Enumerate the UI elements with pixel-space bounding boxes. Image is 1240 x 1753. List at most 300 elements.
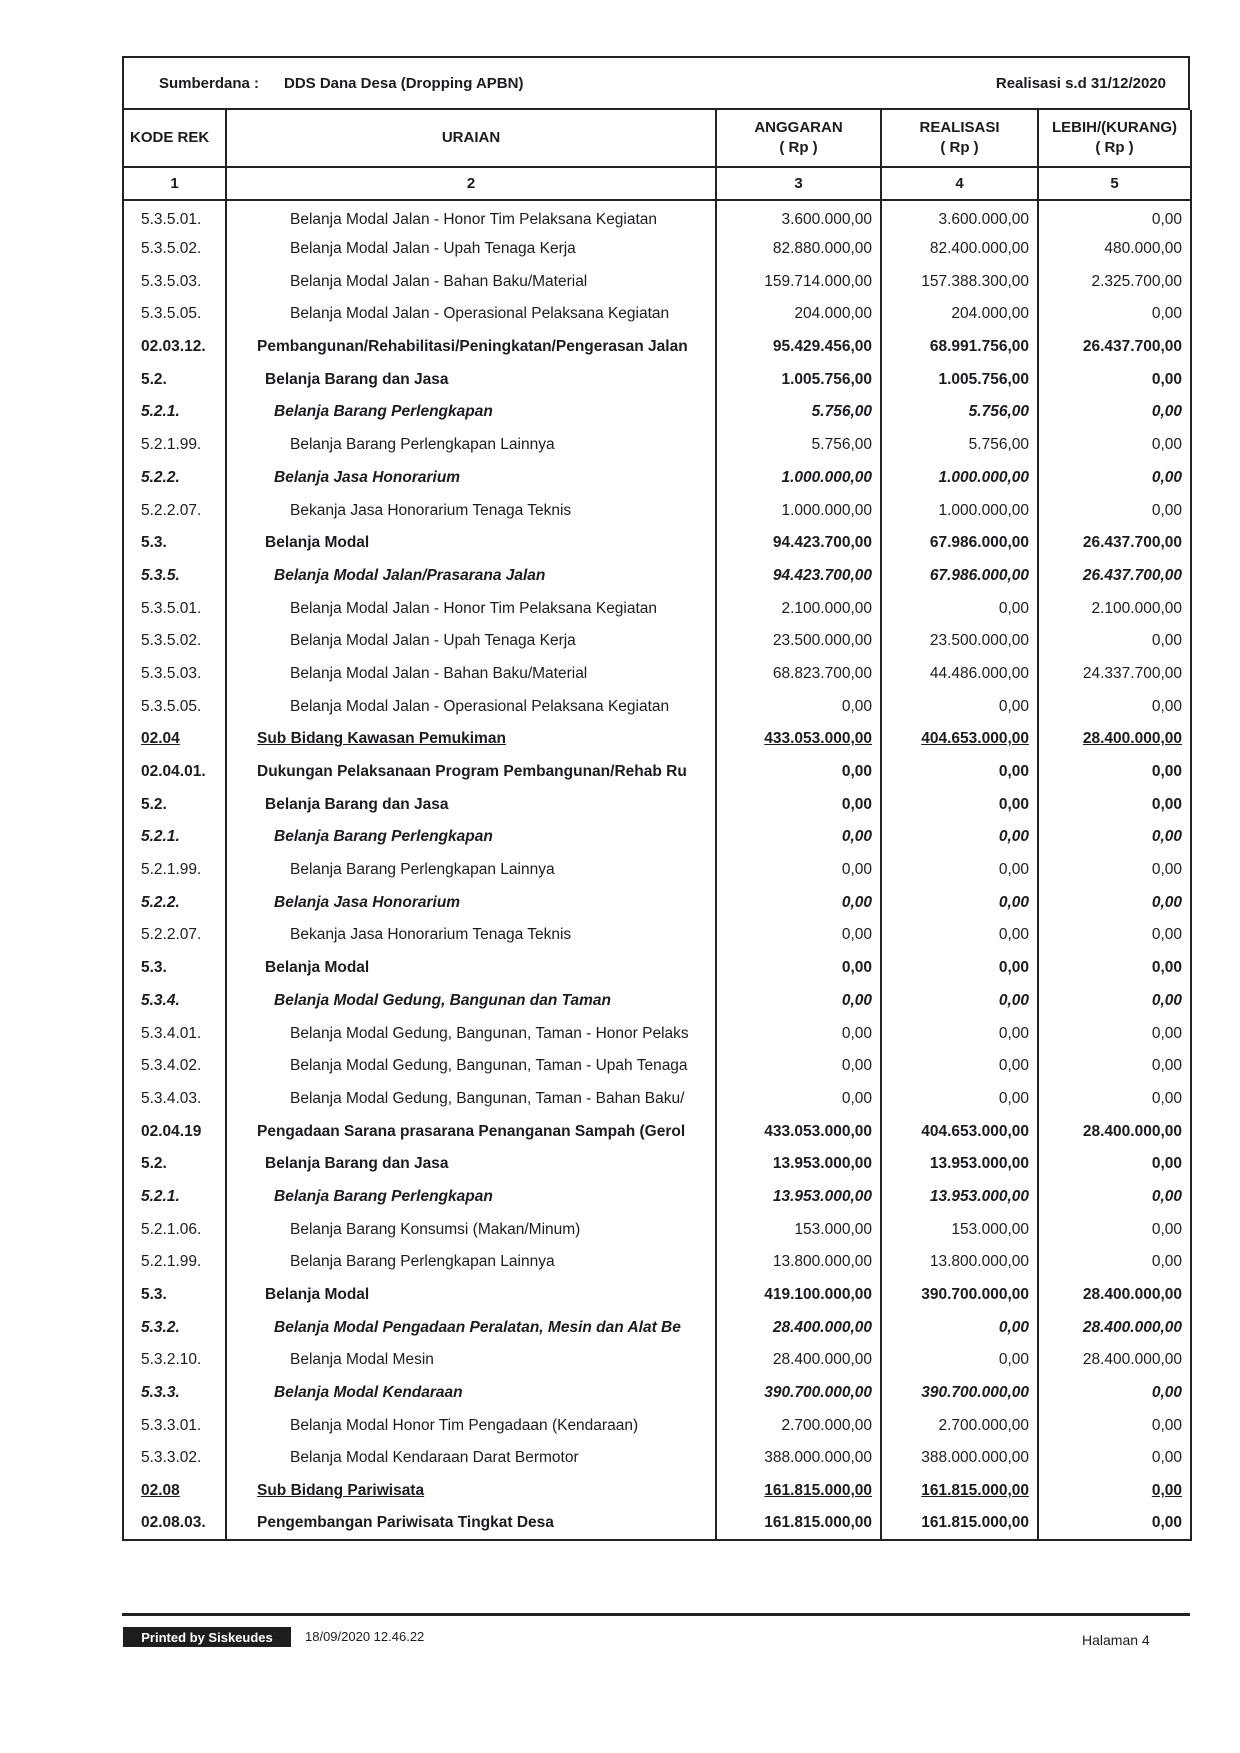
page-number: Halaman 4 xyxy=(1082,1632,1150,1648)
realisasi-cell-text: 204.000,00 xyxy=(951,305,1029,323)
uraian-cell-text: Belanja Modal Jalan - Honor Tim Pelaksana Kegiatan xyxy=(290,210,658,228)
uraian-cell-text: Belanja Modal xyxy=(265,959,370,977)
uraian-cell-text: Belanja Modal Jalan - Operasional Pelaksana Kegiatan xyxy=(290,697,670,715)
table-row xyxy=(123,1115,1191,1148)
realisasi-cell-text: 67.986.000,00 xyxy=(929,534,1029,552)
anggaran-cell xyxy=(716,690,881,723)
col-realisasi-unit: ( Rp ) xyxy=(940,139,979,156)
kode-rek-cell xyxy=(123,1409,226,1442)
lebih-kurang-cell-text: 0,00 xyxy=(1151,763,1182,781)
anggaran-cell-text: 0,00 xyxy=(841,697,872,715)
realisasi-cell xyxy=(881,756,1038,789)
anggaran-cell-text: 0,00 xyxy=(841,991,872,1009)
realisasi-cell xyxy=(881,200,1038,233)
kode-rek-cell xyxy=(123,854,226,887)
table-row xyxy=(123,1017,1191,1050)
table-row xyxy=(123,854,1191,887)
uraian-cell-text: Belanja Modal Jalan - Honor Tim Pelaksana Kegiatan xyxy=(290,599,658,617)
kode-rek-cell-text: 5.2. xyxy=(141,370,167,388)
realisasi-cell-text: 0,00 xyxy=(998,828,1029,846)
uraian-cell-text: Dukungan Pelaksanaan Program Pembangunan/Rehab Ru xyxy=(257,763,687,781)
realisasi-cell xyxy=(881,919,1038,952)
kode-rek-cell xyxy=(123,1213,226,1246)
lebih-kurang-cell-text: 0,00 xyxy=(1151,828,1182,846)
lebih-kurang-cell-text: 28.400.000,00 xyxy=(1082,730,1182,748)
realisasi-cell xyxy=(881,625,1038,658)
realisasi-cell xyxy=(881,363,1038,396)
realisasi-cell-text: 5.756,00 xyxy=(968,436,1029,454)
kode-rek-cell xyxy=(123,560,226,593)
uraian-cell xyxy=(226,200,716,233)
table-row xyxy=(123,919,1191,952)
report-sheet xyxy=(122,56,1190,1541)
lebih-kurang-cell xyxy=(1038,527,1191,560)
table-row xyxy=(123,1442,1191,1475)
kode-rek-cell xyxy=(123,1148,226,1181)
anggaran-cell xyxy=(716,363,881,396)
uraian-cell-text: Belanja Barang Perlengkapan Lainnya xyxy=(290,436,555,454)
uraian-cell xyxy=(226,1344,716,1377)
realisasi-cell xyxy=(881,1508,1038,1541)
anggaran-cell-text: 433.053.000,00 xyxy=(764,730,872,748)
lebih-kurang-cell-text: 0,00 xyxy=(1151,926,1182,944)
anggaran-cell xyxy=(716,1017,881,1050)
kode-rek-cell xyxy=(123,1442,226,1475)
uraian-cell-text: Belanja Barang dan Jasa xyxy=(265,795,449,813)
realisasi-cell-text: 0,00 xyxy=(998,697,1029,715)
lebih-kurang-cell-text: 0,00 xyxy=(1151,1482,1182,1500)
realisasi-cell xyxy=(881,265,1038,298)
realisasi-cell xyxy=(881,1083,1038,1116)
uraian-cell-text: Belanja Jasa Honorarium xyxy=(274,468,461,486)
anggaran-cell-text: 161.815.000,00 xyxy=(764,1514,872,1532)
kode-rek-cell xyxy=(123,592,226,625)
anggaran-cell-text: 13.800.000,00 xyxy=(772,1253,872,1271)
table-row xyxy=(123,985,1191,1018)
realisasi-cell xyxy=(881,429,1038,462)
anggaran-cell-text: 28.400.000,00 xyxy=(772,1318,872,1336)
kode-rek-cell xyxy=(123,919,226,952)
realisasi-cell-text: 2.700.000,00 xyxy=(938,1416,1029,1434)
table-row xyxy=(123,494,1191,527)
anggaran-cell xyxy=(716,560,881,593)
uraian-cell xyxy=(226,1409,716,1442)
col-realisasi xyxy=(881,110,1038,167)
uraian-cell-text: Belanja Modal xyxy=(265,1286,370,1304)
kode-rek-cell xyxy=(123,396,226,429)
uraian-cell-text: Belanja Modal Mesin xyxy=(290,1351,434,1369)
anggaran-cell xyxy=(716,331,881,364)
anggaran-cell-text: 0,00 xyxy=(841,1057,872,1075)
realisasi-cell xyxy=(881,1311,1038,1344)
uraian-cell-text: Belanja Barang Perlengkapan xyxy=(274,1187,493,1205)
lebih-kurang-cell-text: 26.437.700,00 xyxy=(1082,338,1182,356)
lebih-kurang-cell-text: 0,00 xyxy=(1151,959,1182,977)
uraian-cell xyxy=(226,690,716,723)
table-row xyxy=(123,1377,1191,1410)
realisasi-cell xyxy=(881,723,1038,756)
lebih-kurang-cell xyxy=(1038,592,1191,625)
lebih-kurang-cell-text: 0,00 xyxy=(1151,370,1182,388)
uraian-cell xyxy=(226,363,716,396)
kode-rek-cell-text: 02.03.12. xyxy=(141,338,206,356)
table-row xyxy=(123,265,1191,298)
uraian-cell xyxy=(226,494,716,527)
anggaran-cell xyxy=(716,494,881,527)
kode-rek-cell xyxy=(123,952,226,985)
anggaran-cell-text: 82.880.000,00 xyxy=(772,240,872,258)
footer-divider xyxy=(122,1613,1190,1616)
lebih-kurang-cell xyxy=(1038,560,1191,593)
uraian-cell-text: Belanja Barang Perlengkapan Lainnya xyxy=(290,861,555,879)
realisasi-cell-text: 0,00 xyxy=(998,795,1029,813)
uraian-cell-text: Belanja Modal Gedung, Bangunan, Taman - Honor Pelaks xyxy=(290,1024,689,1042)
lebih-kurang-cell xyxy=(1038,1017,1191,1050)
kode-rek-cell-text: 5.2.2. xyxy=(141,468,180,486)
realisasi-cell xyxy=(881,1344,1038,1377)
kode-rek-cell-text: 5.3.4.01. xyxy=(141,1024,202,1042)
lebih-kurang-cell xyxy=(1038,919,1191,952)
anggaran-cell-text: 68.823.700,00 xyxy=(772,664,872,682)
kode-rek-cell-text: 5.3. xyxy=(141,534,167,552)
uraian-cell-text: Pengembangan Pariwisata Tingkat Desa xyxy=(257,1514,554,1532)
lebih-kurang-cell xyxy=(1038,1083,1191,1116)
lebih-kurang-cell xyxy=(1038,494,1191,527)
kode-rek-cell-text: 5.3.5.05. xyxy=(141,305,202,323)
realisasi-cell-text: 0,00 xyxy=(998,1024,1029,1042)
table-row xyxy=(123,1279,1191,1312)
lebih-kurang-cell xyxy=(1038,788,1191,821)
realisasi-cell xyxy=(881,952,1038,985)
kode-rek-cell xyxy=(123,658,226,691)
kode-rek-cell-text: 5.3.5. xyxy=(141,566,180,584)
realisasi-cell-text: 390.700.000,00 xyxy=(921,1384,1029,1402)
anggaran-cell-text: 5.756,00 xyxy=(811,436,872,454)
kode-rek-cell xyxy=(123,756,226,789)
uraian-cell xyxy=(226,1377,716,1410)
lebih-kurang-cell-text: 0,00 xyxy=(1151,1024,1182,1042)
lebih-kurang-cell-text: 0,00 xyxy=(1151,991,1182,1009)
realisasi-cell-text: 68.991.756,00 xyxy=(929,338,1029,356)
kode-rek-cell xyxy=(123,821,226,854)
anggaran-cell xyxy=(716,952,881,985)
table-row xyxy=(123,821,1191,854)
col-lebih-kurang xyxy=(1038,110,1191,167)
lebih-kurang-cell xyxy=(1038,756,1191,789)
anggaran-cell-text: 2.700.000,00 xyxy=(781,1416,872,1434)
realisasi-cell xyxy=(881,233,1038,266)
realisasi-cell-text: 13.800.000,00 xyxy=(929,1253,1029,1271)
column-number-row xyxy=(123,167,1191,200)
uraian-cell xyxy=(226,788,716,821)
lebih-kurang-cell-text: 0,00 xyxy=(1151,501,1182,519)
anggaran-cell xyxy=(716,1246,881,1279)
anggaran-cell-text: 94.423.700,00 xyxy=(772,566,872,584)
lebih-kurang-cell xyxy=(1038,625,1191,658)
kode-rek-cell-text: 5.3.5.03. xyxy=(141,272,202,290)
kode-rek-cell xyxy=(123,1181,226,1214)
col-anggaran-unit: ( Rp ) xyxy=(779,139,818,156)
uraian-cell xyxy=(226,1508,716,1541)
lebih-kurang-cell-text: 0,00 xyxy=(1151,210,1182,228)
uraian-cell xyxy=(226,723,716,756)
realisasi-cell-text: 5.756,00 xyxy=(968,403,1029,421)
realisasi-cell-text: 0,00 xyxy=(998,763,1029,781)
lebih-kurang-cell-text: 28.400.000,00 xyxy=(1082,1351,1182,1369)
lebih-kurang-cell-text: 0,00 xyxy=(1151,1514,1182,1532)
lebih-kurang-cell xyxy=(1038,1442,1191,1475)
lebih-kurang-cell-text: 0,00 xyxy=(1151,468,1182,486)
report-header-bar xyxy=(122,56,1190,110)
lebih-kurang-cell-text: 0,00 xyxy=(1151,795,1182,813)
realisasi-cell-text: 3.600.000,00 xyxy=(938,210,1029,228)
anggaran-cell-text: 419.100.000,00 xyxy=(764,1286,872,1304)
lebih-kurang-cell-text: 0,00 xyxy=(1151,1253,1182,1271)
anggaran-cell-text: 0,00 xyxy=(841,861,872,879)
uraian-cell xyxy=(226,886,716,919)
lebih-kurang-cell-text: 0,00 xyxy=(1151,436,1182,454)
lebih-kurang-cell xyxy=(1038,1508,1191,1541)
uraian-cell-text: Belanja Modal Jalan - Bahan Baku/Material xyxy=(290,664,588,682)
anggaran-cell xyxy=(716,233,881,266)
col-anggaran xyxy=(716,110,881,167)
realisasi-cell-text: 0,00 xyxy=(998,959,1029,977)
kode-rek-cell-text: 5.3.3. xyxy=(141,1384,180,1402)
anggaran-cell-text: 95.429.456,00 xyxy=(772,338,872,356)
kode-rek-cell xyxy=(123,331,226,364)
realisasi-cell-text: 44.486.000,00 xyxy=(929,664,1029,682)
kode-rek-cell-text: 5.2. xyxy=(141,1155,167,1173)
realisasi-cell-text: 0,00 xyxy=(998,599,1029,617)
kode-rek-cell xyxy=(123,363,226,396)
lebih-kurang-cell xyxy=(1038,886,1191,919)
uraian-cell-text: Belanja Barang Konsumsi (Makan/Minum) xyxy=(290,1220,581,1238)
lebih-kurang-cell xyxy=(1038,429,1191,462)
kode-rek-cell xyxy=(123,1083,226,1116)
lebih-kurang-cell-text: 26.437.700,00 xyxy=(1082,534,1182,552)
lebih-kurang-cell-text: 2.100.000,00 xyxy=(1091,599,1182,617)
anggaran-cell xyxy=(716,985,881,1018)
table-row xyxy=(123,1508,1191,1541)
uraian-cell-text: Sub Bidang Pariwisata xyxy=(257,1482,425,1500)
lebih-kurang-cell-text: 480.000,00 xyxy=(1104,240,1182,258)
lebih-kurang-cell xyxy=(1038,1246,1191,1279)
uraian-cell-text: Belanja Modal Jalan - Bahan Baku/Material xyxy=(290,272,588,290)
uraian-cell xyxy=(226,1246,716,1279)
table-row xyxy=(123,1083,1191,1116)
anggaran-cell xyxy=(716,919,881,952)
uraian-cell-text: Pengadaan Sarana prasarana Penanganan Sampah (Gerol xyxy=(257,1122,686,1140)
kode-rek-cell-text: 02.04.01. xyxy=(141,763,206,781)
anggaran-cell xyxy=(716,1148,881,1181)
realisasi-cell-text: 388.000.000,00 xyxy=(921,1449,1029,1467)
lebih-kurang-cell-text: 0,00 xyxy=(1151,1384,1182,1402)
uraian-cell xyxy=(226,527,716,560)
anggaran-cell xyxy=(716,1344,881,1377)
printed-timestamp: 18/09/2020 12.46.22 xyxy=(305,1629,425,1644)
realisasi-cell-text: 0,00 xyxy=(998,861,1029,879)
realisasi-cell xyxy=(881,396,1038,429)
anggaran-cell xyxy=(716,1279,881,1312)
anggaran-cell-text: 13.953.000,00 xyxy=(772,1187,872,1205)
kode-rek-cell xyxy=(123,494,226,527)
kode-rek-cell xyxy=(123,1475,226,1508)
realisasi-cell xyxy=(881,821,1038,854)
uraian-cell-text: Bekanja Jasa Honorarium Tenaga Teknis xyxy=(290,926,572,944)
realisasi-cell xyxy=(881,1148,1038,1181)
realisasi-cell xyxy=(881,658,1038,691)
lebih-kurang-cell xyxy=(1038,200,1191,233)
uraian-cell xyxy=(226,396,716,429)
anggaran-cell xyxy=(716,625,881,658)
table-row xyxy=(123,233,1191,266)
realisasi-period: Realisasi s.d 31/12/2020 xyxy=(995,74,1166,92)
anggaran-cell-text: 28.400.000,00 xyxy=(772,1351,872,1369)
anggaran-cell-text: 390.700.000,00 xyxy=(764,1384,872,1402)
uraian-cell xyxy=(226,1050,716,1083)
kode-rek-cell xyxy=(123,985,226,1018)
kode-rek-cell xyxy=(123,723,226,756)
lebih-kurang-cell xyxy=(1038,1409,1191,1442)
col-anggaran-title: ANGGARAN xyxy=(754,119,843,136)
uraian-cell xyxy=(226,1181,716,1214)
anggaran-cell-text: 0,00 xyxy=(841,926,872,944)
table-row xyxy=(123,331,1191,364)
kode-rek-cell-text: 5.2.1. xyxy=(141,403,180,421)
uraian-cell-text: Belanja Modal xyxy=(265,534,370,552)
kode-rek-cell-text: 5.2.2.07. xyxy=(141,926,202,944)
lebih-kurang-cell-text: 0,00 xyxy=(1151,1187,1182,1205)
kode-rek-cell-text: 02.08.03. xyxy=(141,1514,206,1532)
kode-rek-cell-text: 5.3.2.10. xyxy=(141,1351,202,1369)
uraian-cell xyxy=(226,919,716,952)
kode-rek-cell-text: 5.2.1.99. xyxy=(141,436,202,454)
printed-by-badge: Printed by Siskeudes xyxy=(123,1627,291,1647)
anggaran-cell-text: 0,00 xyxy=(841,795,872,813)
kode-rek-cell xyxy=(123,690,226,723)
uraian-cell xyxy=(226,1115,716,1148)
realisasi-cell xyxy=(881,494,1038,527)
lebih-kurang-cell-text: 0,00 xyxy=(1151,403,1182,421)
realisasi-cell-text: 161.815.000,00 xyxy=(921,1482,1029,1500)
uraian-cell-text: Belanja Modal Jalan/Prasarana Jalan xyxy=(274,566,546,584)
anggaran-cell-text: 3.600.000,00 xyxy=(781,210,872,228)
realisasi-cell-text: 0,00 xyxy=(998,893,1029,911)
realisasi-cell xyxy=(881,331,1038,364)
uraian-cell-text: Belanja Barang Perlengkapan Lainnya xyxy=(290,1253,555,1271)
uraian-cell-text: Belanja Jasa Honorarium xyxy=(274,893,461,911)
lebih-kurang-cell-text: 0,00 xyxy=(1151,1416,1182,1434)
uraian-cell-text: Sub Bidang Kawasan Pemukiman xyxy=(257,730,506,748)
lebih-kurang-cell-text: 0,00 xyxy=(1151,1089,1182,1107)
col-kode-rek: KODE REK xyxy=(123,110,226,167)
uraian-cell xyxy=(226,265,716,298)
uraian-cell-text: Belanja Modal Jalan - Upah Tenaga Kerja xyxy=(290,632,576,650)
uraian-cell xyxy=(226,821,716,854)
lebih-kurang-cell-text: 0,00 xyxy=(1151,632,1182,650)
sumberdana-value: DDS Dana Desa (Dropping APBN) xyxy=(284,74,524,92)
uraian-cell xyxy=(226,1148,716,1181)
realisasi-cell xyxy=(881,527,1038,560)
table-row xyxy=(123,952,1191,985)
uraian-cell-text: Belanja Barang Perlengkapan xyxy=(274,403,493,421)
uraian-cell-text: Belanja Modal Kendaraan Darat Bermotor xyxy=(290,1449,579,1467)
table-row xyxy=(123,1475,1191,1508)
anggaran-cell-text: 5.756,00 xyxy=(811,403,872,421)
realisasi-cell xyxy=(881,886,1038,919)
anggaran-cell-text: 0,00 xyxy=(841,1089,872,1107)
anggaran-cell xyxy=(716,265,881,298)
realisasi-cell xyxy=(881,1279,1038,1312)
kode-rek-cell-text: 5.2.1.99. xyxy=(141,861,202,879)
kode-rek-cell-text: 5.3. xyxy=(141,1286,167,1304)
lebih-kurang-cell xyxy=(1038,331,1191,364)
realisasi-cell-text: 157.388.300,00 xyxy=(921,272,1029,290)
lebih-kurang-cell xyxy=(1038,1475,1191,1508)
anggaran-cell xyxy=(716,1475,881,1508)
lebih-kurang-cell xyxy=(1038,854,1191,887)
col-uraian: URAIAN xyxy=(226,110,716,167)
anggaran-cell-text: 153.000,00 xyxy=(794,1220,872,1238)
realisasi-cell xyxy=(881,1115,1038,1148)
realisasi-cell xyxy=(881,1213,1038,1246)
realisasi-cell-text: 0,00 xyxy=(998,991,1029,1009)
kode-rek-cell xyxy=(123,462,226,495)
anggaran-cell-text: 161.815.000,00 xyxy=(764,1482,872,1500)
lebih-kurang-cell-text: 0,00 xyxy=(1151,861,1182,879)
uraian-cell xyxy=(226,985,716,1018)
table-row xyxy=(123,592,1191,625)
kode-rek-cell xyxy=(123,788,226,821)
anggaran-cell-text: 13.953.000,00 xyxy=(772,1155,872,1173)
kode-rek-cell-text: 02.08 xyxy=(141,1482,180,1500)
lebih-kurang-cell xyxy=(1038,1279,1191,1312)
lebih-kurang-cell-text: 24.337.700,00 xyxy=(1082,664,1182,682)
realisasi-cell-text: 390.700.000,00 xyxy=(921,1286,1029,1304)
realisasi-cell-text: 23.500.000,00 xyxy=(929,632,1029,650)
kode-rek-cell-text: 5.3.4.03. xyxy=(141,1089,202,1107)
anggaran-cell xyxy=(716,854,881,887)
realisasi-cell-text: 0,00 xyxy=(998,1089,1029,1107)
uraian-cell-text: Belanja Barang Perlengkapan xyxy=(274,828,493,846)
kode-rek-cell xyxy=(123,1311,226,1344)
anggaran-cell-text: 0,00 xyxy=(841,893,872,911)
col-lebih-unit: ( Rp ) xyxy=(1095,139,1134,156)
lebih-kurang-cell xyxy=(1038,298,1191,331)
table-row xyxy=(123,1148,1191,1181)
realisasi-cell-text: 13.953.000,00 xyxy=(929,1187,1029,1205)
uraian-cell xyxy=(226,1475,716,1508)
table-row xyxy=(123,723,1191,756)
realisasi-cell-text: 1.000.000,00 xyxy=(938,468,1029,486)
anggaran-cell-text: 1.005.756,00 xyxy=(781,370,872,388)
kode-rek-cell-text: 5.3.4.02. xyxy=(141,1057,202,1075)
anggaran-cell xyxy=(716,1115,881,1148)
lebih-kurang-cell xyxy=(1038,1181,1191,1214)
uraian-cell xyxy=(226,756,716,789)
realisasi-cell-text: 153.000,00 xyxy=(951,1220,1029,1238)
lebih-kurang-cell-text: 26.437.700,00 xyxy=(1082,566,1182,584)
realisasi-cell-text: 82.400.000,00 xyxy=(929,240,1029,258)
kode-rek-cell-text: 5.2.1. xyxy=(141,828,180,846)
kode-rek-cell xyxy=(123,1508,226,1541)
kode-rek-cell-text: 5.3.4. xyxy=(141,991,180,1009)
kode-rek-cell-text: 5.3.3.02. xyxy=(141,1449,202,1467)
kode-rek-cell xyxy=(123,298,226,331)
lebih-kurang-cell-text: 28.400.000,00 xyxy=(1082,1286,1182,1304)
anggaran-cell-text: 0,00 xyxy=(841,959,872,977)
realisasi-cell xyxy=(881,788,1038,821)
